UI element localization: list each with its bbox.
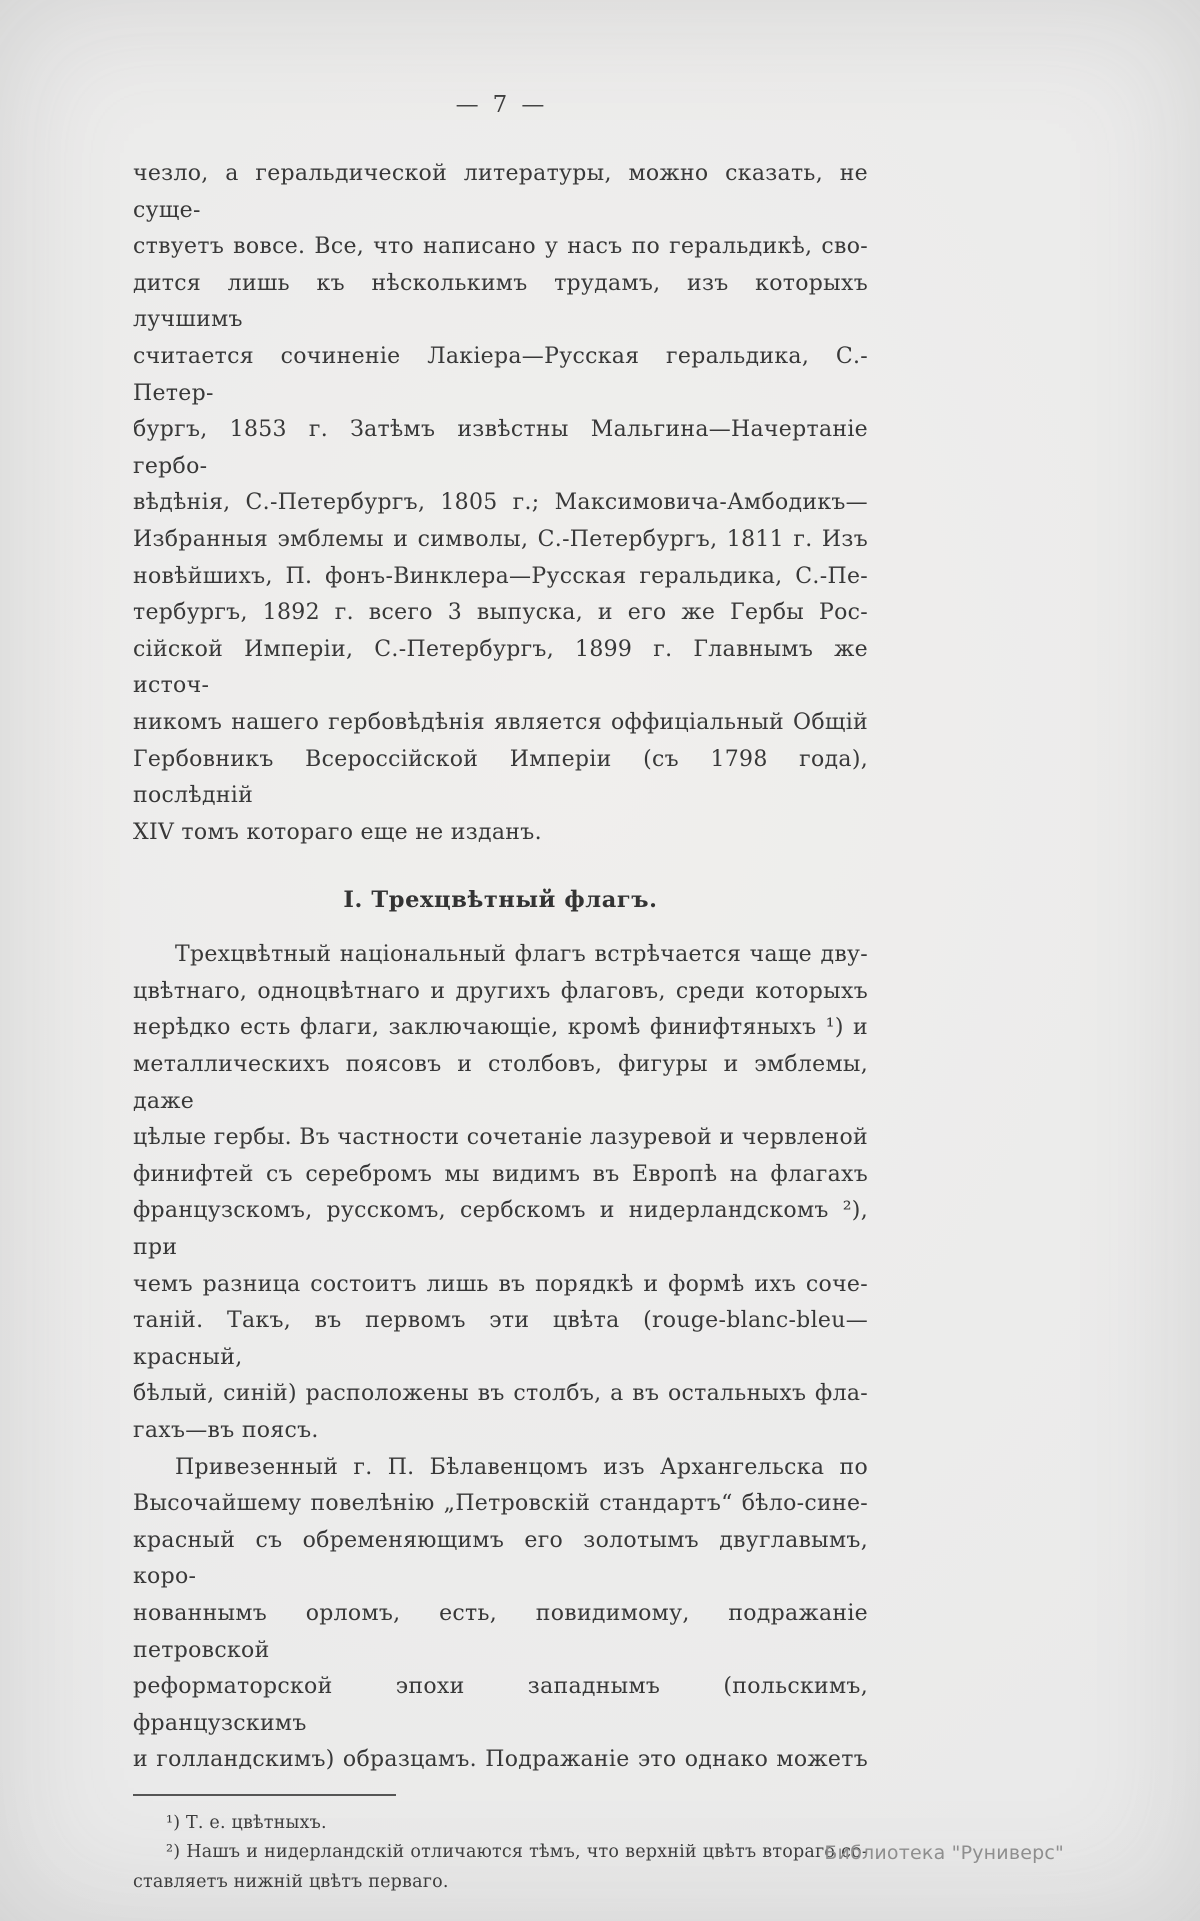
paragraph-3	[133, 1450, 868, 1779]
page-number: 7	[492, 92, 509, 118]
text-line: XIV томъ котораго еще не изданъ.	[133, 819, 542, 845]
text-line: цвѣтнаго, одноцвѣтнаго и другихъ флаговъ, среди которыхъ	[133, 978, 868, 1004]
text-line: французскомъ, русскомъ, сербскомъ и нидерландскомъ ²), при	[133, 1198, 868, 1261]
text-line: цѣлые гербы. Въ частности сочетаніе лазуревой и червленой	[133, 1125, 868, 1151]
header-left-dash: —	[455, 92, 480, 118]
footnote-separator	[133, 1794, 396, 1796]
text-line: вѣдѣнія, С.-Петербургъ, 1805 г.; Максимовича-Амбодикъ—	[133, 490, 868, 516]
section-heading: I. Трехцвѣтный флагъ.	[343, 887, 658, 914]
text-line: таній. Такъ, въ первомъ эти цвѣта (rouge-blanc-bleu—красный,	[133, 1308, 868, 1370]
text-line: никомъ нашего гербовѣдѣнія является оффиціальный Общій	[133, 709, 868, 735]
text-line: реформаторской эпохи западнымъ (польскимъ, французскимъ	[133, 1674, 868, 1736]
text-block	[133, 156, 868, 1897]
text-line: Гербовникъ Всероссійской Имперіи (съ 1798 года), послѣдній	[133, 746, 868, 809]
text-line: красный съ обременяющимъ его золотымъ двуглавымъ, коро-	[133, 1527, 868, 1590]
text-line: финифтей съ серебромъ мы видимъ въ Европѣ на флагахъ	[133, 1161, 868, 1187]
text-line: сійской Имперіи, С.-Петербургъ, 1899 г. Главнымъ же источ-	[133, 636, 868, 699]
text-line: считается сочиненіе Лакіера—Русская геральдика, С.-Петер-	[133, 343, 868, 406]
text-line: Избранныя эмблемы и символы, С.-Петербургъ, 1811 г. Изъ	[133, 526, 868, 552]
text-line: Высочайшему повелѣнію „Петровскій стандартъ“ бѣло-сине-	[133, 1491, 868, 1517]
header-right-dash: —	[521, 92, 546, 118]
footnote-line: ставляетъ нижній цвѣтъ перваго.	[133, 1871, 449, 1892]
text-line: чезло, а геральдической литературы, можно сказать, не суще-	[133, 161, 868, 223]
paragraph-2	[133, 937, 868, 1449]
text-line: и голландскимъ) образцамъ. Подражаніе это однако можетъ	[133, 1747, 868, 1773]
text-line: бѣлый, синій) расположены въ столбъ, а въ остальныхъ фла-	[133, 1381, 868, 1407]
text-line: бургъ, 1853 г. Затѣмъ извѣстны Мальгина—Начертаніе гербо-	[133, 417, 868, 479]
text-line: нованнымъ орломъ, есть, повидимому, подражаніе петровской	[133, 1600, 868, 1663]
page-header	[133, 92, 868, 118]
footnotes	[133, 1809, 868, 1898]
text-line: чемъ разница состоитъ лишь въ порядкѣ и формѣ ихъ соче-	[133, 1271, 868, 1297]
paragraph-1	[133, 156, 868, 851]
text-line: новѣйшихъ, П. фонъ-Винклера—Русская геральдика, С.-Пе-	[133, 563, 868, 589]
text-line: Трехцвѣтный національный флагъ встрѣчается чаще дву-	[175, 942, 868, 968]
text-line: металлическихъ поясовъ и столбовъ, фигуры и эмблемы, даже	[133, 1052, 868, 1114]
text-line: нерѣдко есть флаги, заключающіе, кромѣ финифтяныхъ ¹) и	[133, 1015, 868, 1041]
text-line: Привезенный г. П. Бѣлавенцомъ изъ Архангельска по	[175, 1454, 868, 1480]
footnote-line: ¹) Т. е. цвѣтныхъ.	[166, 1812, 327, 1833]
text-line: тербургъ, 1892 г. всего 3 выпуска, и его же Гербы Рос-	[133, 600, 868, 626]
text-line: гахъ—въ поясъ.	[133, 1418, 319, 1443]
text-line: ствуетъ вовсе. Все, что написано у насъ по геральдикѣ, сво-	[133, 234, 868, 260]
library-watermark: Библиотека "Руниверс"	[824, 1842, 1064, 1864]
footnote-line: ²) Нашъ и нидерландскій отличаются тѣмъ, что верхній цвѣтъ втораго со-	[166, 1842, 868, 1863]
text-line: дится лишь къ нѣсколькимъ трудамъ, изъ которыхъ лучшимъ	[133, 270, 868, 333]
